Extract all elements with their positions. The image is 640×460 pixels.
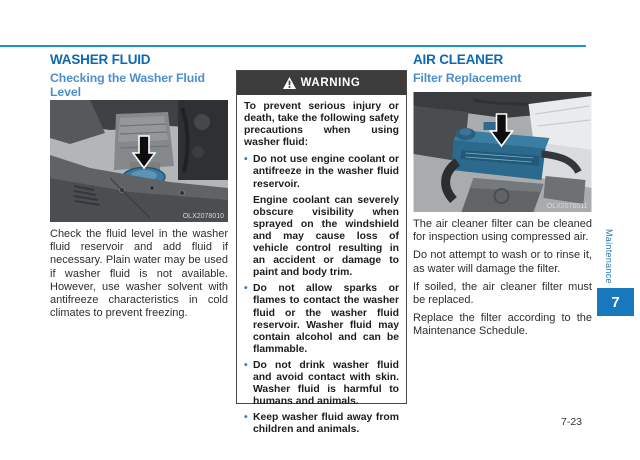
air-cleaner-paragraph: Do not attempt to wash or to rinse it, as water will damage the filter.	[413, 249, 592, 275]
warning-intro: To prevent serious injury or death, take the following safety precautions when using washer fluid:	[244, 101, 399, 149]
air-cleaner-title: AIR CLEANER	[413, 52, 504, 67]
air-cleaner-paragraph: Replace the filter according to the Maintenance Schedule.	[413, 312, 592, 338]
washer-fluid-title: WASHER FLUID	[50, 52, 151, 67]
washer-fluid-subtitle: Checking the Washer Fluid Level	[50, 71, 205, 100]
warning-bullet: • Do not use engine coolant or antifreeze in the washer fluid reservoir.	[244, 154, 399, 190]
chapter-number-tab: 7	[597, 288, 634, 316]
warning-bullet: • Do not drink washer fluid and avoid contact with skin. Washer fluid is harmful to humans and animals.	[244, 359, 399, 408]
page-number: 7-23	[561, 416, 583, 428]
washer-fluid-section-header	[50, 52, 228, 100]
air-cleaner-illustration	[413, 92, 592, 212]
warning-title: WARNING	[300, 77, 361, 89]
air-cleaner-body	[413, 218, 592, 344]
warning-bullet: • Keep washer fluid away from children and animals.	[244, 412, 399, 436]
chapter-name-vertical-label: Maintenance	[604, 229, 614, 284]
air-cleaner-paragraph: The air cleaner filter can be cleaned for inspection using compressed air.	[413, 218, 592, 244]
figure-code-right: OLX2078011	[546, 203, 588, 210]
warning-triangle-icon	[283, 77, 296, 89]
bullet-dot: •	[244, 359, 248, 371]
figure-code-left: OLX2078010	[182, 213, 224, 220]
warning-body	[237, 95, 406, 446]
bullet-dot: •	[244, 283, 248, 295]
warning-box	[236, 70, 407, 436]
air-cleaner-subtitle: Filter Replacement	[413, 71, 522, 85]
warning-bullet: • Do not allow sparks or flames to contact the washer fluid or the washer fluid reservoir. Washer fluid may contain alcohol and can be flammable.	[244, 283, 399, 355]
header-rule	[0, 45, 586, 47]
washer-reservoir-figure	[50, 100, 228, 222]
warning-bullet-subtext: Engine coolant can severely obscure visibility when sprayed on the windshield and may cause loss of vehicle control resulting in an accident or damage to paint and body trim.	[253, 194, 399, 279]
air-cleaner-figure	[413, 92, 592, 212]
bullet-dot: •	[244, 154, 248, 166]
washer-reservoir-illustration	[50, 100, 228, 222]
air-cleaner-paragraph: If soiled, the air cleaner filter must be replaced.	[413, 280, 592, 307]
warning-header	[237, 71, 406, 95]
washer-fluid-body: Check the fluid level in the washer fluid reservoir and add fluid if necessary. Plain water may be used if washer fluid is not available. However, use washer solvent with antifreeze characteristics in cold climates to prevent freezing.	[50, 228, 228, 320]
air-cleaner-section-header	[413, 52, 592, 85]
bullet-dot: •	[244, 412, 248, 424]
